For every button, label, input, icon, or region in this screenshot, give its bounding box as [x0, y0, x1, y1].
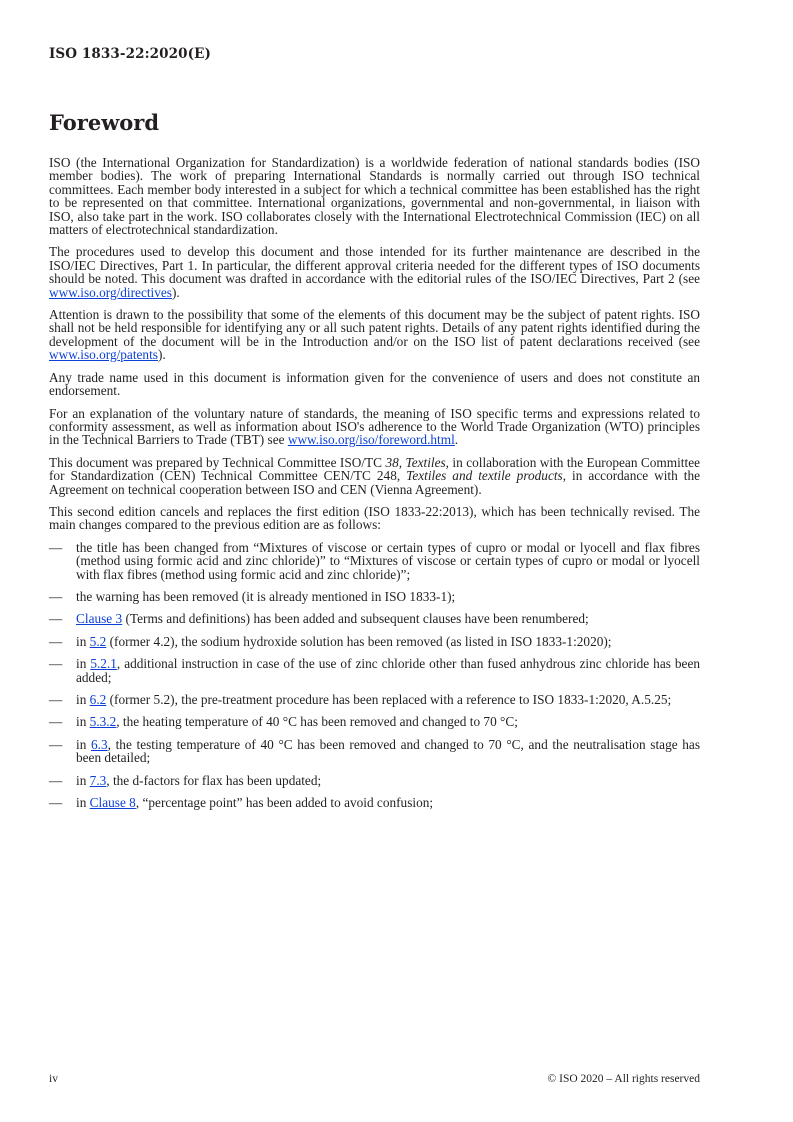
text: ).: [171, 284, 180, 300]
paragraph-second-edition: This second edition cancels and replaces the first edition (ISO 1833-22:2013), which has been technically revised. The main changes compared to the previous edition are as follows:: [49, 503, 700, 533]
list-item: [49, 590, 700, 603]
text: in: [76, 795, 90, 811]
text: (former 4.2), the sodium hydroxide solution has been removed (as listed in ISO 1833-1:2020);: [106, 633, 612, 649]
foreword-body: [49, 156, 700, 818]
page-title: Foreword: [49, 110, 160, 135]
list-item: [49, 657, 700, 684]
paragraph-patents: [49, 308, 700, 362]
dash-bullet: —: [49, 795, 63, 811]
link-directives[interactable]: www.iso.org/directives: [49, 284, 172, 300]
text: ).: [157, 347, 166, 363]
dash-bullet: —: [49, 611, 63, 627]
list-item: [49, 541, 700, 581]
link-6-2[interactable]: 6.2: [89, 692, 107, 707]
list-item: [49, 796, 700, 809]
text: , the testing temperature of 40 °C has been removed and changed to 70 °C, and the neutralisation stage has been detailed;: [76, 736, 700, 766]
text: in: [76, 736, 91, 752]
dash-bullet: —: [49, 736, 63, 752]
link-7-3[interactable]: 7.3: [89, 772, 107, 788]
text: in: [76, 714, 90, 730]
paragraph-prepared-by: [49, 456, 700, 496]
cen-tc-title: Textiles and textile products: [406, 468, 563, 484]
list-item: [49, 738, 700, 765]
link-clause-3[interactable]: Clause 3: [76, 611, 123, 627]
text: , in accordance with the Agreement on technical cooperation between ISO and CEN (Vienna Agreement).: [49, 468, 700, 497]
page-number: iv: [49, 1073, 58, 1085]
dash-bullet: —: [49, 772, 63, 788]
paragraph-trade-name: Any trade name used in this document is information given for the convenience of users and does not constitute an endorsement.: [49, 369, 700, 399]
list-item: [49, 635, 700, 648]
text: in: [76, 633, 90, 649]
paragraph-procedures: [49, 245, 700, 299]
text: ,: [398, 454, 406, 470]
tc-title: Textiles: [405, 454, 446, 470]
changes-list: [49, 541, 700, 810]
paragraph-iso-intro: ISO (the International Organization for Standardization) is a worldwide federation of national standards bodies (ISO member bodies). The work of preparing International Standards is normally carried out through ISO technical committees. Each member body interested in a subject for which a technical committee has been established has the right to be represented on that committee. International organizations, governmental and non-governmental, in liaison with ISO, also take part in the work. ISO collaborates closely with the International Electrotechnical Commission (IEC) on all matters of electrotechnical standardization.: [49, 155, 700, 238]
text: in: [76, 692, 90, 707]
text: in: [76, 772, 90, 788]
list-item: [49, 693, 700, 706]
paragraph-voluntary-nature: [49, 407, 700, 447]
link-foreword[interactable]: www.iso.org/iso/foreword.html: [287, 432, 455, 448]
tc-number: 38: [385, 454, 399, 470]
copyright-notice: © ISO 2020 – All rights reserved: [547, 1073, 700, 1085]
document-id-header: ISO 1833-22:2020(E): [49, 46, 212, 62]
list-item: [49, 715, 700, 728]
link-5-3-2[interactable]: 5.3.2: [89, 714, 117, 730]
text: Attention is drawn to the possibility that some of the elements of this document may be the subject of patent rights. ISO shall not be held responsible for identifying any or all such patent rights. Details of any patent rights identified during the development of the document will be in the Introduction and/or on the ISO list of patent declarations received (see: [49, 307, 700, 349]
text: , the heating temperature of 40 °C has been removed and changed to 70 °C;: [116, 714, 518, 730]
text: The procedures used to develop this document and those intended for its further maintenance are described in the ISO/IEC Directives, Part 1. In particular, the different approval criteria needed for the different types of ISO documents should be noted. This document was drafted in accordance with the editorial rules of the ISO/IEC Directives, Part 2 (see: [49, 244, 700, 287]
list-item: [49, 774, 700, 787]
dash-bullet: —: [49, 656, 63, 672]
link-5-2-1[interactable]: 5.2.1: [90, 656, 117, 672]
text: the warning has been removed (it is already mentioned in ISO 1833-1);: [76, 588, 456, 604]
text: This document was prepared by Technical Committee ISO/TC: [49, 454, 386, 470]
dash-bullet: —: [49, 588, 63, 604]
text: the title has been changed from “Mixtures of viscose or certain types of cupro or modal or lyocell and flax fibres (method using formic acid and zinc chloride)” to “Mixtures of viscose or certain types of cupro or modal or lyocell with flax fibres (method using formic acid and zinc chloride)”;: [76, 539, 700, 582]
dash-bullet: —: [49, 714, 63, 730]
text: , in collaboration with the European Committee for Standardization (CEN) Technical Committee CEN/TC 248,: [49, 454, 701, 484]
link-patents[interactable]: www.iso.org/patents: [49, 347, 158, 363]
text: (former 5.2), the pre-treatment procedure has been replaced with a reference to ISO 1833-1:2020, A.5.25;: [106, 692, 672, 707]
text: For an explanation of the voluntary nature of standards, the meaning of ISO specific terms and expressions related to conformity assessment, as well as information about ISO's adherence to the World Trade Organization (WTO) principles in the Technical Barriers to Trade (TBT) see: [49, 405, 700, 448]
text: , the d-factors for flax has been updated;: [106, 772, 322, 788]
text: (Terms and definitions) has been added and subsequent clauses have been renumbered;: [122, 611, 589, 627]
text: , “percentage point” has been added to avoid confusion;: [135, 795, 434, 811]
dash-bullet: —: [49, 539, 63, 555]
dash-bullet: —: [49, 633, 63, 649]
text: .: [454, 432, 459, 448]
text: , additional instruction in case of the use of zinc chloride other than fused anhydrous zinc chloride has been added;: [76, 656, 700, 685]
link-6-3[interactable]: 6.3: [91, 736, 108, 752]
link-5-2[interactable]: 5.2: [89, 633, 107, 649]
text: in: [76, 656, 91, 672]
dash-bullet: —: [49, 692, 63, 707]
list-item: [49, 612, 700, 625]
link-clause-8[interactable]: Clause 8: [89, 795, 136, 811]
